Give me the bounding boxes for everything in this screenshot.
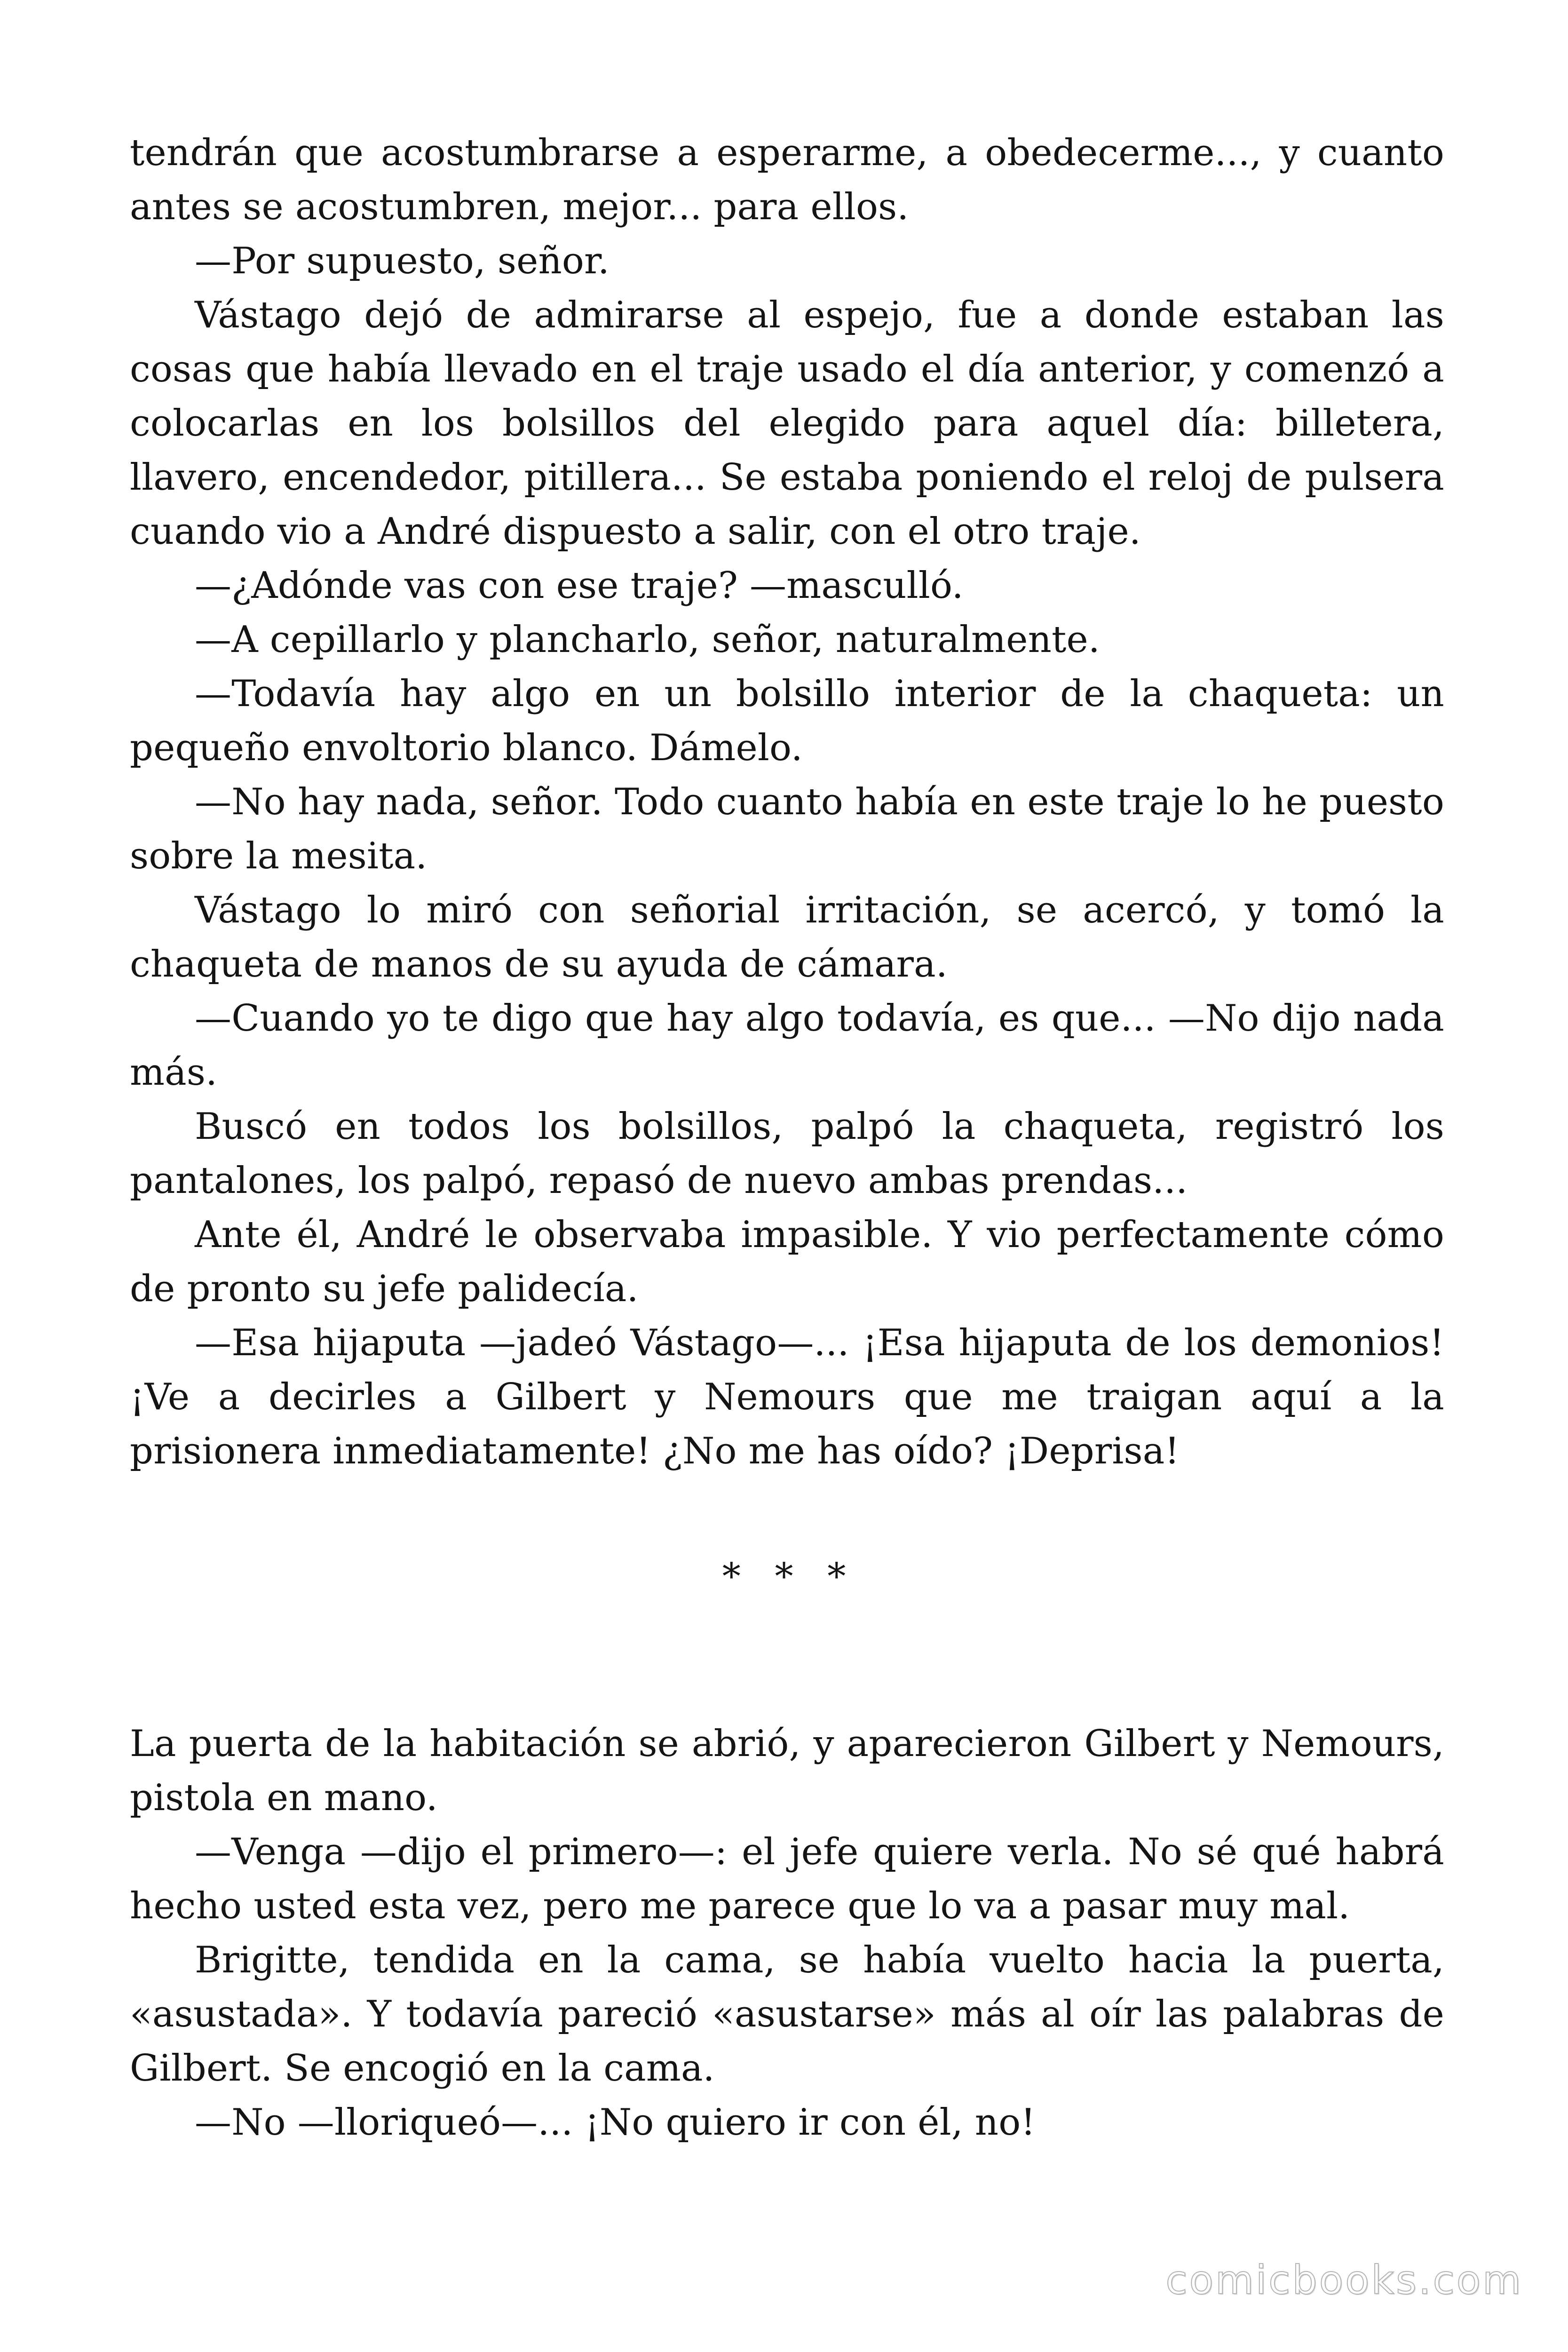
paragraph: —¿Adónde vas con ese traje? —masculló. [195, 564, 964, 607]
paragraph: Ante él, André le observaba impasible. Y vio perfectamente cómo de pronto su jefe palidecía. [130, 1214, 1444, 1310]
paragraph: Buscó en todos los bolsillos, palpó la chaqueta, registró los pantalones, los palpó, repasó de nuevo ambas prendas... [130, 1105, 1444, 1202]
paragraph: —A cepillarlo y plancharlo, señor, naturalmente. [195, 619, 1100, 661]
paragraph: —Esa hijaputa —jadeó Vástago—... ¡Esa hijaputa de los demonios! ¡Ve a decirles a Gilbert y Nemours que me traigan aquí a la prisionera inmediatamente! ¿No me has oído? ¡Deprisa! [130, 1322, 1444, 1472]
paragraph: —No —lloriqueó—... ¡No quiero ir con él, no! [195, 2101, 1036, 2144]
paragraph: —No hay nada, señor. Todo cuanto había en este traje lo he puesto sobre la mesita. [130, 781, 1444, 877]
paragraph: Vástago lo miró con señorial irritación, se acercó, y tomó la chaqueta de manos de su ayuda de cámara. [130, 889, 1444, 985]
text-section-2 [130, 1717, 1444, 2150]
paragraph: —Venga —dijo el primero—: el jefe quiere verla. No sé qué habrá hecho usted esta vez, pero me parece que lo va a pasar muy mal. [130, 1831, 1444, 1927]
paragraph: —Todavía hay algo en un bolsillo interior de la chaqueta: un pequeño envoltorio blanco. Dámelo. [130, 673, 1444, 769]
watermark: comicbooks.com [1165, 2257, 1523, 2303]
scene-separator: * * * [722, 1556, 857, 1598]
text-section-1 [130, 126, 1444, 1478]
paragraph: —Cuando yo te digo que hay algo todavía, es que... —No dijo nada más. [130, 997, 1444, 1094]
paragraph: tendrán que acostumbrarse a esperarme, a obedecerme..., y cuanto antes se acostumbren, mejor... para ellos. [130, 132, 1444, 228]
paragraph: Vástago dejó de admirarse al espejo, fue a donde estaban las cosas que había llevado en el traje usado el día anterior, y comenzó a colocarlas en los bolsillos del elegido para aquel día: billetera, llavero, encendedor, pitillera... Se estaba poniendo el reloj de pulsera cuando vio a André dispuesto a salir, con el otro traje. [130, 294, 1444, 553]
paragraph: La puerta de la habitación se abrió, y aparecieron Gilbert y Nemours, pistola en mano. [130, 1723, 1444, 1819]
paragraph: —Por supuesto, señor. [195, 240, 610, 282]
paragraph: Brigitte, tendida en la cama, se había vuelto hacia la puerta, «asustada». Y todavía pareció «asustarse» más al oír las palabras de Gilbert. Se encogió en la cama. [130, 1939, 1444, 2090]
